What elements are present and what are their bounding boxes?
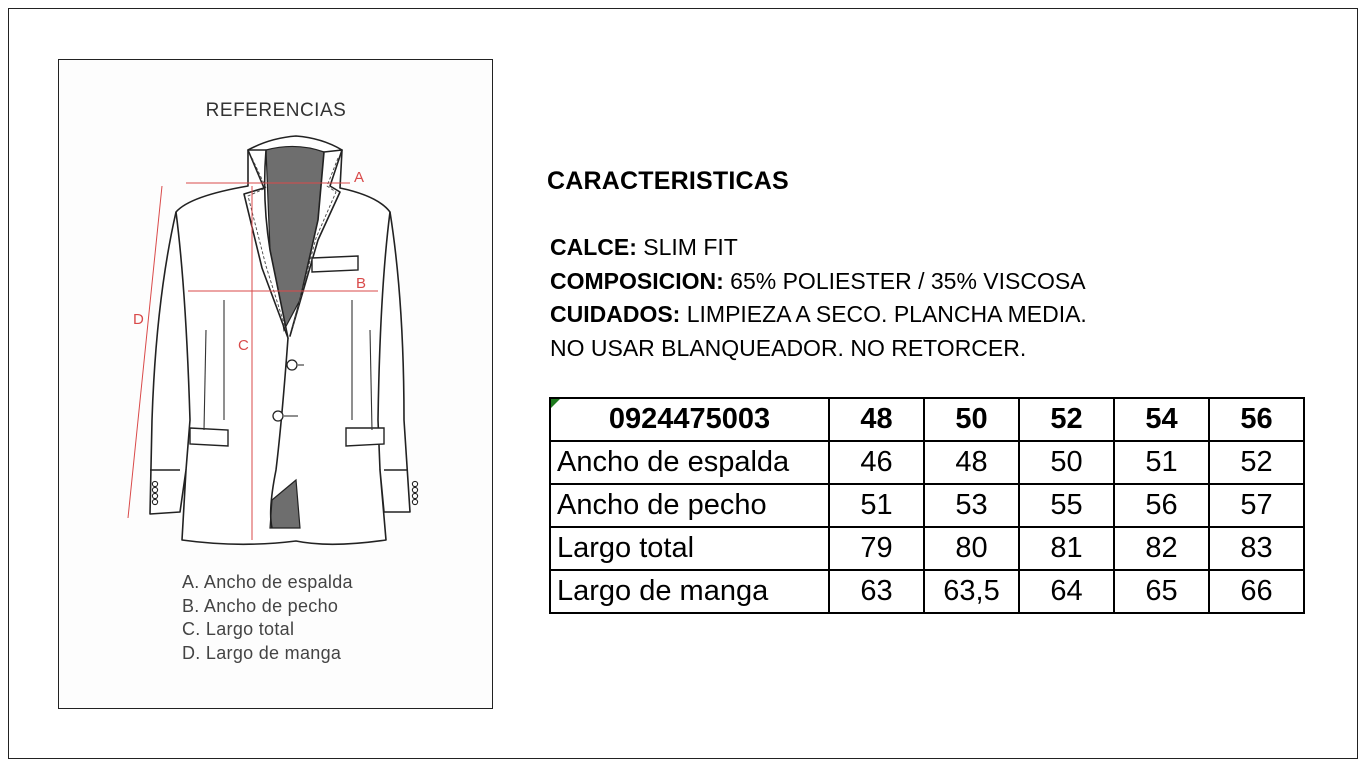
value-cell: 80 xyxy=(924,527,1019,570)
care-row xyxy=(550,298,1087,332)
value-cell: 65 xyxy=(1114,570,1209,613)
fit-label: CALCE: xyxy=(550,234,637,260)
size-table xyxy=(549,397,1305,614)
table-row xyxy=(550,484,1304,527)
cell-corner-marker xyxy=(551,399,560,408)
value-cell: 57 xyxy=(1209,484,1304,527)
size-header-cell: 52 xyxy=(1019,398,1114,441)
care-label: CUIDADOS: xyxy=(550,301,681,327)
value-cell: 55 xyxy=(1019,484,1114,527)
row-label-cell: Ancho de espalda xyxy=(550,441,829,484)
size-header-cell: 56 xyxy=(1209,398,1304,441)
reference-legend xyxy=(182,571,353,665)
value-cell: 53 xyxy=(924,484,1019,527)
marker-d: D xyxy=(133,311,144,328)
value-cell: 63 xyxy=(829,570,924,613)
care-row-continued xyxy=(550,332,1087,366)
marker-c: C xyxy=(238,337,249,354)
row-label-cell: Ancho de pecho xyxy=(550,484,829,527)
reference-title: REFERENCIAS xyxy=(205,100,347,121)
row-label-cell: Largo total xyxy=(550,527,829,570)
size-header-cell: 54 xyxy=(1114,398,1209,441)
legend-item: B. Ancho de pecho xyxy=(182,595,339,616)
marker-a: A xyxy=(354,169,365,186)
value-cell: 63,5 xyxy=(924,570,1019,613)
value-cell: 51 xyxy=(1114,441,1209,484)
composition-value: 65% POLIESTER / 35% VISCOSA xyxy=(730,267,1086,294)
value-cell: 64 xyxy=(1019,570,1114,613)
value-cell: 48 xyxy=(924,441,1019,484)
value-cell: 83 xyxy=(1209,527,1304,570)
characteristics-specs xyxy=(550,231,1087,365)
size-header-cell: 48 xyxy=(829,398,924,441)
value-cell: 82 xyxy=(1114,527,1209,570)
care-value: LIMPIEZA A SECO. PLANCHA MEDIA. xyxy=(686,301,1087,327)
composition-row xyxy=(550,265,1087,299)
value-cell: 51 xyxy=(829,484,924,527)
legend-item: D. Largo de manga xyxy=(182,642,342,663)
table-row xyxy=(550,527,1304,570)
table-row xyxy=(550,441,1304,484)
size-header-cell: 50 xyxy=(924,398,1019,441)
fit-value: SLIM FIT xyxy=(643,234,738,260)
table-header-row xyxy=(550,398,1304,441)
value-cell: 52 xyxy=(1209,441,1304,484)
fit-row xyxy=(550,231,1087,265)
value-cell: 66 xyxy=(1209,570,1304,613)
value-cell: 81 xyxy=(1019,527,1114,570)
care-value-2: NO USAR BLANQUEADOR. NO RETORCER. xyxy=(550,334,1027,361)
product-code-cell: 0924475003 xyxy=(550,398,829,441)
value-cell: 56 xyxy=(1114,484,1209,527)
table-row xyxy=(550,570,1304,613)
row-label-cell: Largo de manga xyxy=(550,570,829,613)
value-cell: 46 xyxy=(829,441,924,484)
composition-label: COMPOSICION: xyxy=(550,267,724,294)
legend-item: A. Ancho de espalda xyxy=(182,572,353,592)
value-cell: 50 xyxy=(1019,441,1114,484)
characteristics-title: CARACTERISTICAS xyxy=(547,167,789,195)
value-cell: 79 xyxy=(829,527,924,570)
marker-b: B xyxy=(356,275,367,292)
legend-item: C. Largo total xyxy=(182,619,295,639)
